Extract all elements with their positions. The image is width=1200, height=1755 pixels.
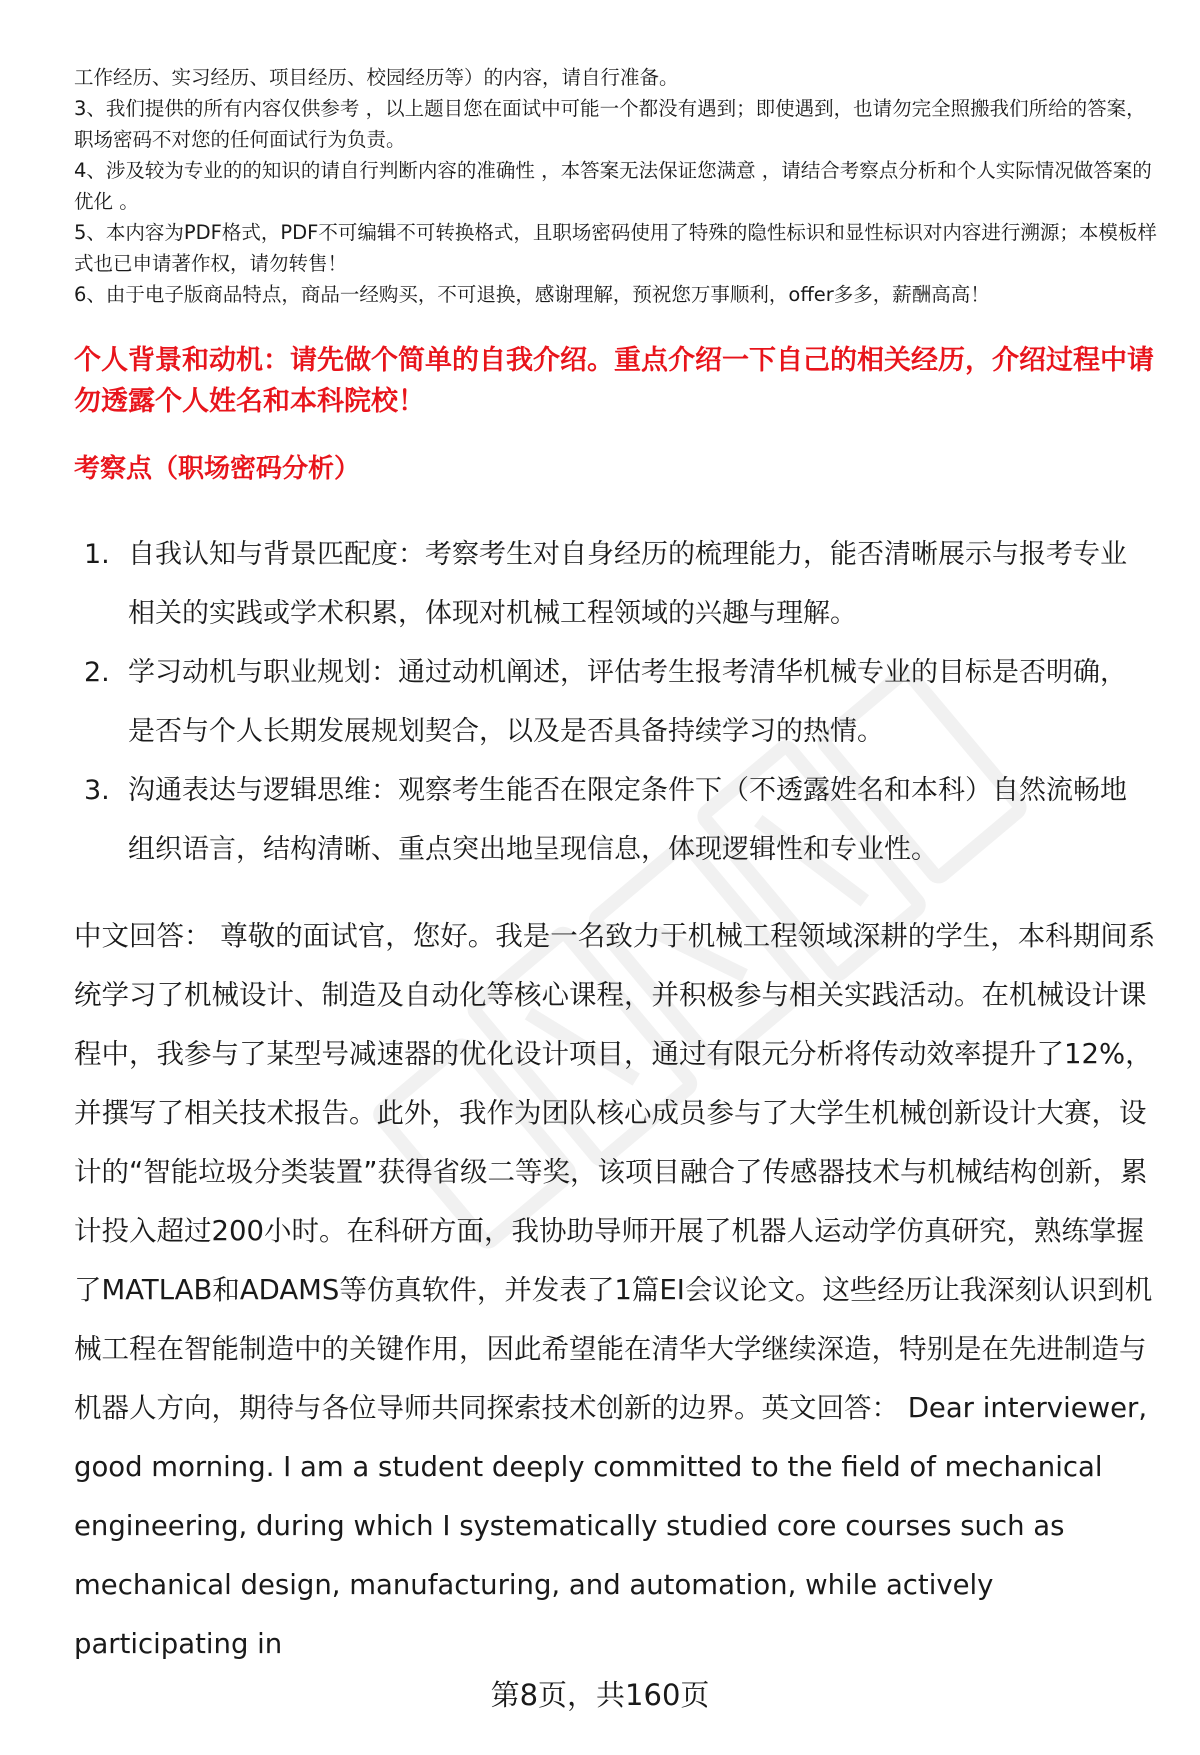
list-text: 学习动机与职业规划：通过动机阐述，评估考生报考清华机械专业的目标是否明确，是否与个人长期发展规划契合，以及是否具备持续学习的热情。: [128, 657, 1127, 747]
list-number: 2.: [84, 657, 110, 688]
list-item: [84, 643, 1144, 761]
note-line: 3、我们提供的所有内容仅供参考 ，以上题目您在面试中可能一个都没有遇到；即使遇到，也请勿完全照搬我们所给的答案，职场密码不对您的任何面试行为负责。: [74, 97, 1146, 151]
note-line: 5、本内容为PDF格式，PDF不可编辑不可转换格式，且职场密码使用了特殊的隐性标识和显性标识对内容进行溯源；本模板样式也已申请著作权，请勿转售！: [74, 221, 1157, 275]
list-number: 1.: [84, 539, 110, 570]
list-text: 自我认知与背景匹配度：考察考生对自身经历的梳理能力，能否清晰展示与报考专业相关的实践或学术积累，体现对机械工程领域的兴趣与理解。: [128, 539, 1127, 629]
section-title: 考察点（职场密码分析）: [74, 454, 361, 484]
question-heading: 个人背景和动机：请先做个简单的自我介绍。重点介绍一下自己的相关经历，介绍过程中请勿透露个人姓名和本科院校！: [74, 345, 1154, 417]
list-item: [84, 761, 1144, 879]
answer-paragraph: 中文回答： 尊敬的面试官，您好。我是一名致力于机械工程领域深耕的学生，本科期间系统学习了机械设计、制造及自动化等核心课程，并积极参与相关实践活动。在机械设计课程中，我参与了某型号减速器的优化设计项目，通过有限元分析将传动效率提升了12%，并撰写了相关技术报告。此外，我作为团队核心成员参与了大学生机械创新设计大赛，设计的“智能垃圾分类装置”获得省级二等奖，该项目融合了传感器技术与机械结构创新，累计投入超过200小时。在科研方面，我协助导师开展了机器人运动学仿真研究，熟练掌握了MATLAB和ADAMS等仿真软件，并发表了1篇EI会议论文。这些经历让我深刻认识到机械工程在智能制造中的关键作用，因此希望能在清华大学继续深造，特别是在先进制造与机器人方向，期待与各位导师共同探索技术创新的边界。英文回答： Dear interviewer, good morning. I am a student deeply committed to the field of mechanical engineering, during which I systematically studied core courses such as mechanical design, manufacturing, and automation, while actively participating in: [74, 920, 1156, 1660]
list-item: [84, 525, 1144, 643]
note-line: 工作经历、实习经历、项目经历、校园经历等）的内容，请自行准备。: [74, 66, 679, 89]
disclaimer-notes: [74, 62, 1164, 310]
note-line: 6、由于电子版商品特点，商品一经购买，不可退换，感谢理解，预祝您万事顺利，offer多多，薪酬高高！: [74, 283, 990, 306]
page-number: 第8页，共160页: [490, 1678, 710, 1712]
list-number: 3.: [84, 775, 110, 806]
answer-body: [74, 907, 1164, 1674]
assessment-points: [84, 525, 1144, 879]
list-text: 沟通表达与逻辑思维：观察考生能否在限定条件下（不透露姓名和本科）自然流畅地组织语言，结构清晰、重点突出地呈现信息，体现逻辑性和专业性。: [128, 775, 1127, 865]
note-line: 4、涉及较为专业的的知识的请自行判断内容的准确性 ，本答案无法保证您满意 ，请结合考察点分析和个人实际情况做答案的优化 。: [74, 159, 1152, 213]
